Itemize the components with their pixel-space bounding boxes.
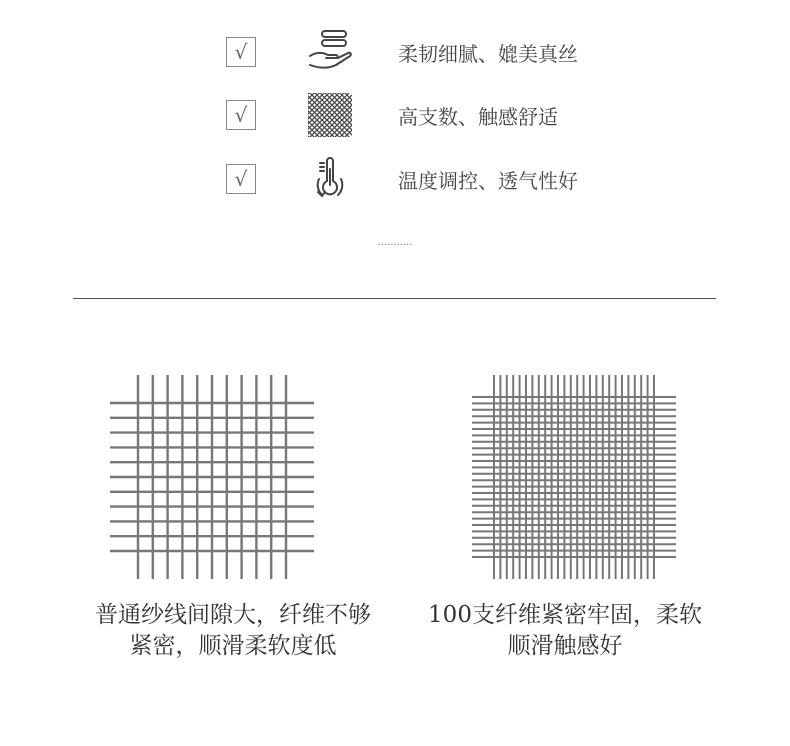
section-divider [73, 298, 716, 299]
ordinary-caption-line2: 紧密，顺滑柔软度低 [129, 633, 337, 659]
premium-yarn-grid [472, 375, 676, 579]
ordinary-yarn-grid [110, 375, 314, 579]
feature-label: 柔韧细腻、媲美真丝 [398, 41, 578, 66]
feature-row-count [226, 95, 558, 135]
ordinary-caption [70, 600, 396, 662]
feature-label: 温度调控、透气性好 [398, 168, 578, 193]
feature-row-temp [226, 159, 578, 199]
premium-caption [410, 600, 720, 662]
ordinary-caption-line1: 普通纱线间隙大，纤维不够 [95, 602, 371, 628]
more-ellipsis: ··········· [377, 240, 413, 251]
feature-checkbox: √ [226, 100, 256, 130]
premium-caption-line1: 100支纤维紧密牢固，柔软 [428, 602, 702, 628]
dense-weave-icon [306, 91, 354, 139]
feature-checkbox: √ [226, 37, 256, 67]
thermometer-icon [306, 155, 354, 203]
feature-checkbox: √ [226, 164, 256, 194]
hand-silk-icon [306, 28, 354, 76]
premium-caption-line2: 顺滑触感好 [507, 633, 623, 659]
feature-label: 高支数、触感舒适 [398, 104, 558, 129]
feature-row-silk [226, 32, 578, 72]
